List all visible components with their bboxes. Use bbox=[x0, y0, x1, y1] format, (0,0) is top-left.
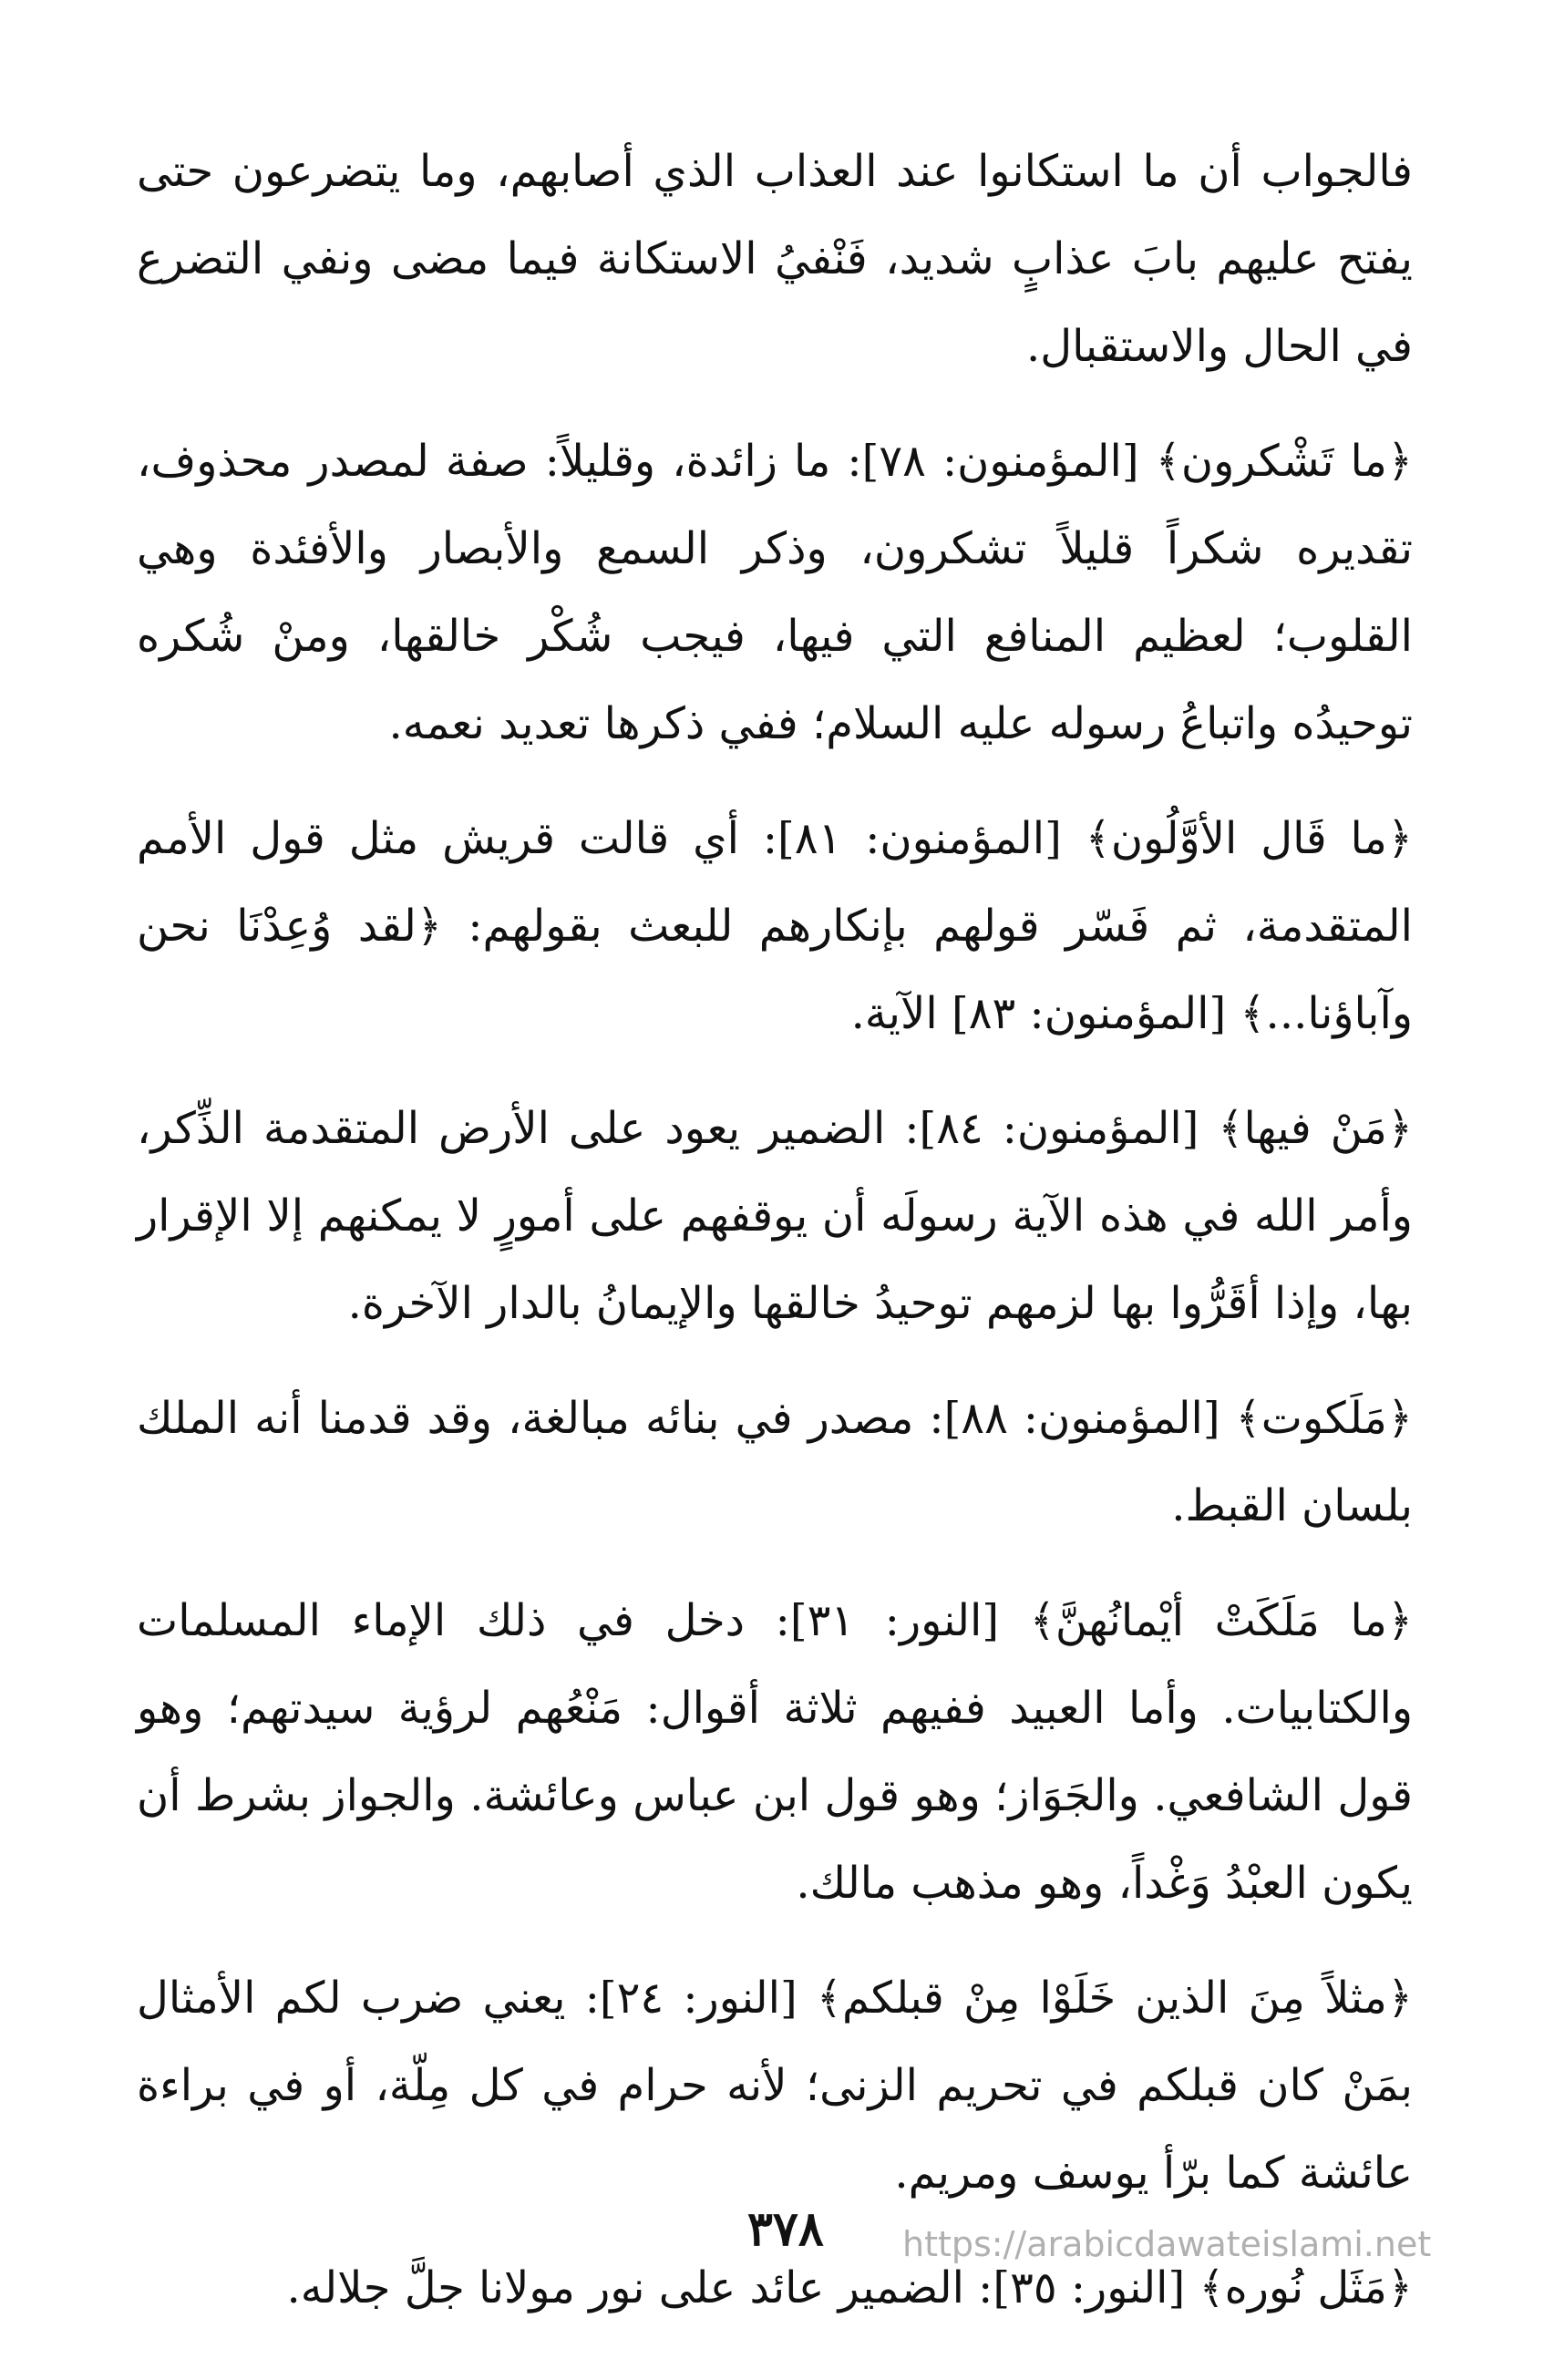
paragraph: ﴿مَثَل نُوره﴾ [النور: ٣٥]: الضمير عائد على نور مولانا جلَّ جلاله. bbox=[286, 2262, 1413, 2313]
paragraph: فالجواب أن ما استكانوا عند العذاب الذي أصابهم، وما يتضرعون حتى يفتح عليهم بابَ عذابٍ شديد، فَنْفيُ الاستكانة فيما مضى ونفي التضرع في الحال والاستقبال. bbox=[137, 146, 1413, 372]
paragraph: ﴿مثلاً مِنَ الذين خَلَوْا مِنْ قبلكم﴾ [النور: ٢٤]: يعني ضرب لكم الأمثال بمَنْ كان قبلكم في تحريم الزنى؛ لأنه حرام في كل مِلّة، أو في براءة عائشة كما برّأ يوسف ومريم. bbox=[137, 1973, 1414, 2199]
watermark-url: https://arabicdawateislami.net bbox=[902, 2224, 1432, 2264]
paragraph: ﴿ما مَلَكَتْ أيْمانُهنَّ﴾ [النور: ٣١]: دخل في ذلك الإماء المسلمات والكتابيات. وأما العبيد ففيهم ثلاثة أقوال: مَنْعُهم لرؤية سيدتهم؛ وهو قول الشافعي. والجَوَاز؛ وهو قول ابن عباس وعائشة. والجواز بشرط أن يكون العبْدُ وَغْداً، وهو مذهب مالك. bbox=[137, 1595, 1414, 1909]
paragraph: ﴿ما تَشْكرون﴾ [المؤمنون: ٧٨]: ما زائدة، وقليلاً: صفة لمصدر محذوف، تقديره شكراً قليلاً تشكرون، وذكر السمع والأبصار والأفئدة وهي القلوب؛ لعظيم المنافع التي فيها، فيجب شُكْر خالقها، ومنْ شُكره توحيدُه واتباعُ رسوله عليه السلام؛ ففي ذكرها تعديد نعمه. bbox=[137, 436, 1413, 749]
page-number: ٣٧٨ bbox=[747, 2201, 824, 2257]
paragraph: ﴿مَلَكوت﴾ [المؤمنون: ٨٨]: مصدر في بنائه مبالغة، وقد قدمنا أنه الملك بلسان القبط. bbox=[137, 1393, 1413, 1531]
paragraph: ﴿ما قَال الأوَّلُون﴾ [المؤمنون: ٨١]: أي قالت قريش مثل قول الأمم المتقدمة، ثم فَسّر قولهم بإنكارهم للبعث بقولهم: ﴿لقد وُعِدْنَا نحن وآباؤنا...﴾ [المؤمنون: ٨٣] الآية. bbox=[137, 813, 1413, 1039]
paragraph: ﴿مَنْ فيها﴾ [المؤمنون: ٨٤]: الضمير يعود على الأرض المتقدمة الذِّكر، وأمر الله في هذه الآية رسولَه أن يوقفهم على أمورٍ لا يمكنهم إلا الإقرار بها، وإذا أقَرُّوا بها لزمهم توحيدُ خالقها والإيمانُ بالدار الآخرة. bbox=[137, 1103, 1413, 1329]
page-body bbox=[137, 128, 1413, 2359]
